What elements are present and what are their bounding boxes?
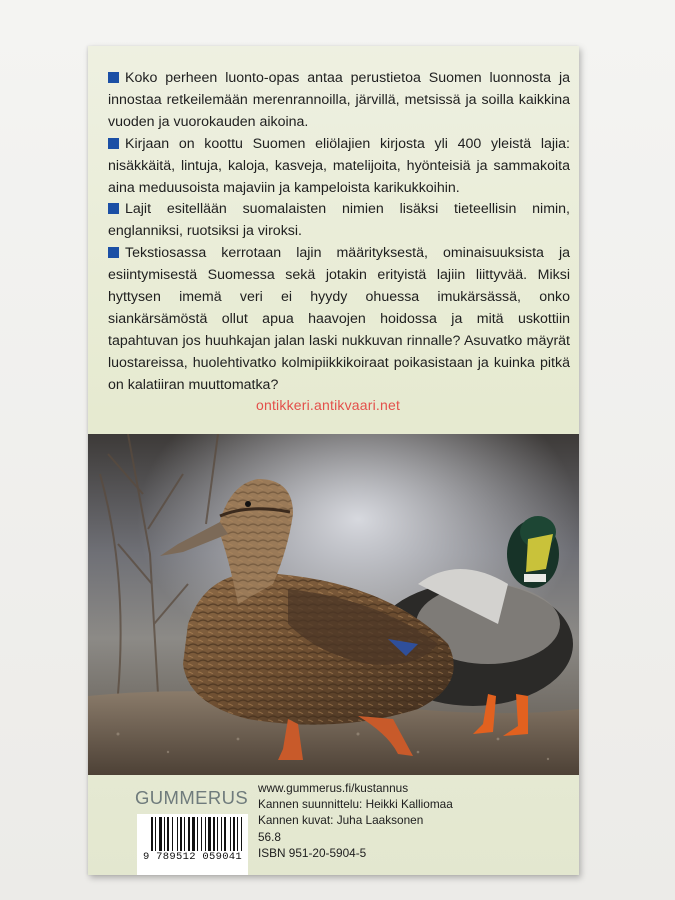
watermark-text: ontikkeri.antikvaari.net bbox=[256, 397, 401, 413]
bullet-square-icon bbox=[108, 138, 119, 149]
barcode-stripe bbox=[151, 817, 153, 851]
barcode-stripe bbox=[188, 817, 190, 851]
barcode-stripe bbox=[197, 817, 198, 851]
barcode-stripe bbox=[230, 817, 231, 851]
barcode-stripe bbox=[208, 817, 211, 851]
barcode-stripe bbox=[164, 817, 165, 851]
barcode-stripe bbox=[180, 817, 182, 851]
isbn-number: ISBN 951-20-5904-5 bbox=[258, 845, 367, 860]
barcode-stripe bbox=[205, 817, 206, 851]
publisher-logo: GUMMERUS bbox=[135, 787, 249, 808]
duck-photo bbox=[88, 434, 579, 775]
cover-photo-credit: Kannen kuvat: Juha Laaksonen bbox=[258, 813, 424, 828]
cover-design-credit: Kannen suunnittelu: Heikki Kalliomaa bbox=[258, 797, 453, 812]
barcode bbox=[137, 814, 248, 875]
barcode-stripe bbox=[201, 817, 202, 851]
barcode-stripe bbox=[177, 817, 178, 851]
publisher-info bbox=[258, 780, 453, 861]
blurb-text bbox=[108, 68, 570, 397]
barcode-stripe bbox=[172, 817, 173, 851]
barcode-stripe bbox=[217, 817, 218, 851]
barcode-stripe bbox=[192, 817, 195, 851]
book-back-cover bbox=[88, 46, 579, 875]
barcode-stripe bbox=[167, 817, 169, 851]
barcode-stripe bbox=[159, 817, 162, 851]
blurb-paragraph-1: Koko perheen luonto-opas antaa perustietoa Suomen luonnosta ja innostaa retkeilemään merenrannoilla, järvillä, metsissä ja soilla kaikkina vuoden ja vuorokauden aikoina. bbox=[108, 70, 570, 130]
barcode-stripe bbox=[237, 817, 238, 851]
publisher-footer bbox=[88, 775, 579, 875]
blurb-paragraph-3: Lajit esitellään suomalaisten nimien lisäksi tieteellisin nimin, englanniksi, ruotsiksi ja viroksi. bbox=[108, 201, 570, 240]
blurb-paragraph-4: Tekstiosassa kerrotaan lajin määrityksestä, ominaisuuksista ja esiintymisestä Suomessa sekä jotakin erityistä lajiin liittyvää. Miksi hyttysen imemä veri ei hyydy ohuessa imukärsässä, onko siankärsämöstä ollut apua haavojen hoidossa ja mitä uskottiin tapahtuvan jos huuhkajan jalan laski nukkuvan rinnalle? Asuvatko mäyrät luostareissa, huolehtivatko kolmipiikkikoiraat poikasistaan ja kuinka pitkä on kalatiiran muuttomatka? bbox=[108, 245, 570, 393]
barcode-number: 9 789512 059041 bbox=[142, 851, 242, 863]
barcode-stripe bbox=[221, 817, 222, 851]
classification-code: 56.8 bbox=[258, 829, 281, 844]
bullet-square-icon bbox=[108, 72, 119, 83]
barcode-stripe bbox=[184, 817, 185, 851]
barcode-stripe bbox=[224, 817, 226, 851]
barcode-stripe bbox=[241, 817, 242, 851]
barcode-stripe bbox=[233, 817, 235, 851]
barcode-bars bbox=[151, 817, 242, 851]
barcode-stripe bbox=[155, 817, 156, 851]
bullet-square-icon bbox=[108, 203, 119, 214]
publisher-website: www.gummerus.fi/kustannus bbox=[258, 781, 409, 795]
blurb-paragraph-2: Kirjaan on koottu Suomen eliölajien kirjosta yli 400 yleistä lajia: nisäkkäitä, lintuja, kaloja, kasveja, matelijoita, hyönteisiä ja sammakoita aina meduusoista majaviin ja kampeloista karikukkoihin. bbox=[108, 135, 570, 196]
barcode-stripe bbox=[213, 817, 215, 851]
bullet-square-icon bbox=[108, 247, 119, 258]
